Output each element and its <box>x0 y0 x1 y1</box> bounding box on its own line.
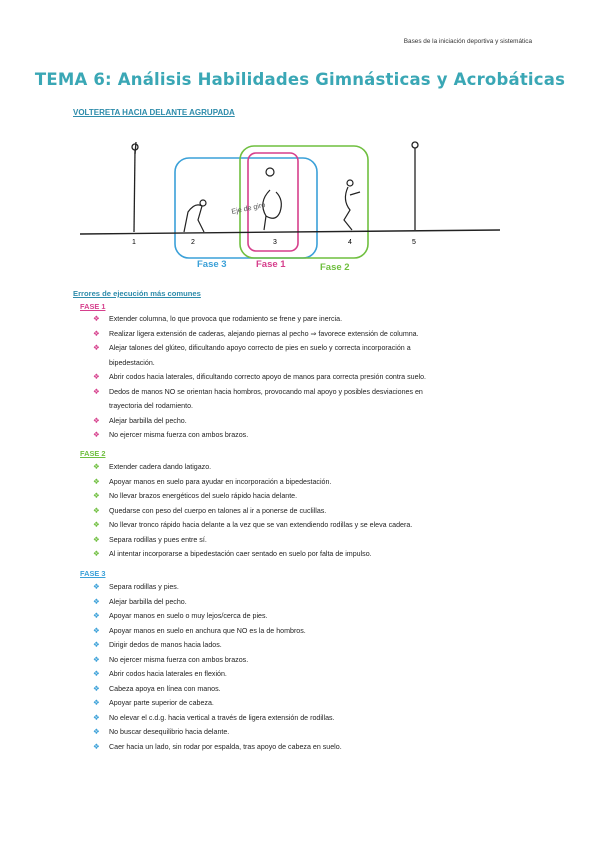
phase1-heading: FASE 1 <box>80 302 106 311</box>
phase-label-2: Fase 2 <box>320 262 350 273</box>
list-item: ❖ Abrir codos hacia laterales, dificultando correcto apoyo de manos para correcta presión contra suelo. <box>93 372 427 381</box>
list-item: ❖ Al intentar incorporarse a bipedestación caer sentado en suelo por falta de impulso. <box>93 549 372 558</box>
list-item: ❖ Apoyar manos en suelo en anchura que NO es la de hombros. <box>93 625 306 635</box>
header-note: Bases de la iniciación deportiva y sistemática <box>403 38 532 45</box>
list-item: ❖ No ejercer misma fuerza con ambos brazos. <box>93 654 249 664</box>
list-item: ❖ Apoyar manos en suelo o muy lejos/cerca de pies. <box>93 611 268 620</box>
list-item: ❖ Separa rodillas y pies. <box>93 582 179 591</box>
floor-line <box>80 230 500 234</box>
list-item: ❖ Caer hacia un lado, sin rodar por espalda, tras apoyo de cabeza en suelo. <box>93 741 342 751</box>
gymnast-4 <box>344 180 360 230</box>
list-item: ❖ Separa rodillas y pues entre sí. <box>93 534 207 544</box>
gymnast-3 <box>263 168 282 230</box>
list-item: ❖ Realizar ligera extensión de caderas, alejando piernas al pecho ⇒ favorece extensión de columna. <box>93 328 419 338</box>
list-item: ❖ Dedos de manos NO se orientan hacia hombros, provocando mal apoyo y posibles desviaciones en <box>93 386 423 396</box>
list-item: ❖ Cabeza apoya en línea con manos. <box>93 683 221 693</box>
list-item: ❖ Apoyar manos en suelo para ayudar en incorporación a bipedestación. <box>93 476 332 486</box>
position-number-1: 1 <box>132 239 136 246</box>
list-item: ❖ Alejar barbilla del pecho. <box>93 415 187 425</box>
list-item: ❖ No buscar desequilibrio hacia delante. <box>93 727 230 736</box>
list-item: ❖ Abrir codos hacia laterales en flexión. <box>93 669 227 678</box>
list-item: ❖ Quedarse con peso del cuerpo en talones al ir a ponerse de cuclillas. <box>93 505 327 515</box>
axis-annotation: Eje de giro <box>230 200 267 216</box>
list-item-continuation: bipedestación. <box>109 358 155 367</box>
list-item: ❖ Extender cadera dando latigazo. <box>93 462 212 471</box>
list-item: ❖ Apoyar parte superior de cabeza. <box>93 698 214 707</box>
list-item: ❖ Alejar barbilla del pecho. <box>93 596 187 606</box>
phase-label-1: Fase 1 <box>256 259 286 270</box>
list-item: ❖ No llevar tronco rápido hacia delante a la vez que se van extendiendo rodillas y se eleva cadera. <box>93 520 413 529</box>
phase2-heading: FASE 2 <box>80 449 106 458</box>
list-item: ❖ Alejar talones del glúteo, dificultando apoyo correcto de pies en suelo y correcta incorporación a <box>93 343 411 352</box>
list-item: ❖ Dirigir dedos de manos hacia lados. <box>93 640 222 649</box>
phase1-list <box>93 312 533 443</box>
position-number-3: 3 <box>273 239 277 246</box>
gymnast-2 <box>184 200 206 232</box>
list-item: ❖ No elevar el c.d.g. hacia vertical a través de ligera extensión de rodillas. <box>93 712 335 722</box>
list-item: ❖ Extender columna, lo que provoca que rodamiento se frene y pare inercia. <box>93 314 343 323</box>
page-title: TEMA 6: Análisis Habilidades Gimnásticas y Acrobáticas <box>34 70 566 89</box>
errors-heading: Errores de ejecución más comunes <box>73 289 201 298</box>
list-item: ❖ No llevar brazos energéticos del suelo rápido hacia delante. <box>93 491 298 500</box>
section-subtitle: VOLTERETA HACIA DELANTE AGRUPADA <box>73 108 235 117</box>
gymnast-5 <box>412 142 418 230</box>
phase-label-3: Fase 3 <box>197 259 227 270</box>
position-number-5: 5 <box>412 239 416 246</box>
gymnast-1 <box>132 142 138 232</box>
list-item-continuation: trayectoria del rodamiento. <box>109 402 193 410</box>
position-number-2: 2 <box>191 239 195 246</box>
phase2-list <box>93 460 533 562</box>
phase3-list <box>93 580 533 754</box>
forward-roll-diagram <box>80 140 500 280</box>
list-item: ❖ No ejercer misma fuerza con ambos brazos. <box>93 430 249 439</box>
phase3-heading: FASE 3 <box>80 569 106 578</box>
position-number-4: 4 <box>348 239 352 246</box>
